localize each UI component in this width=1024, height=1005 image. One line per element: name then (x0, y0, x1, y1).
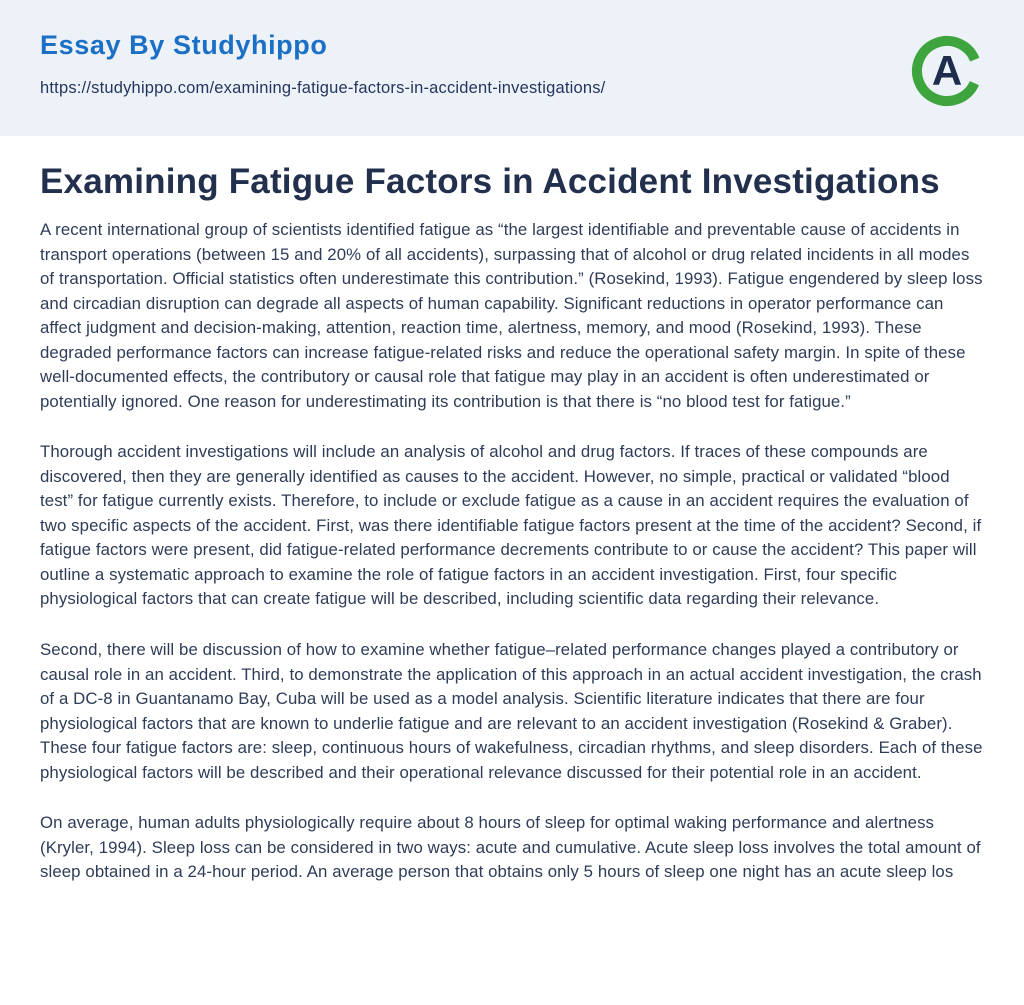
logo-letter: A (931, 47, 963, 94)
article-body (0, 136, 1024, 941)
studyhippo-logo-icon (910, 34, 984, 108)
brand-title: Essay By Studyhippo (40, 30, 328, 60)
page-header (0, 0, 1024, 136)
article-paragraph-1: A recent international group of scientists identified fatigue as “the largest identifiable and preventable cause of accidents in transport operations (between 15 and 20% of all accidents), surpassing that of alcohol or drug related incidents in all modes of transportation. Official statistics often underestimate this contribution.” (Rosekind, 1993). Fatigue engendered by sleep loss and circadian disruption can degrade all aspects of human capability. Significant reductions in operator performance can affect judgment and decision-making, attention, reaction time, alertness, memory, and mood (Rosekind, 1993). These degraded performance factors can increase fatigue-related risks and reduce the operational safety margin. In spite of these well-documented effects, the contributory or causal role that fatigue may play in an accident is often underestimated or potentially ignored. One reason for underestimating its contribution is that there is “no blood test for fatigue.” (40, 220, 983, 411)
header-text-block (40, 30, 605, 98)
article-paragraph-2: Thorough accident investigations will include an analysis of alcohol and drug factors. If traces of these compounds are discovered, then they are generally identified as causes to the accident. However, no simple, practical or validated “blood test” for fatigue currently exists. Therefore, to include or exclude fatigue as a cause in an accident requires the evaluation of two specific aspects of the accident. First, was there identifiable fatigue factors present at the time of the accident? Second, if fatigue factors were present, did fatigue-related performance decrements contribute to or cause the accident? This paper will outline a systematic approach to examine the role of fatigue factors in an accident investigation. First, four specific physiological factors that can create fatigue will be described, including scientific data regarding their relevance. (40, 442, 982, 609)
article-paragraph-3: Second, there will be discussion of how to examine whether fatigue–related performance changes played a contributory or causal role in an accident. Third, to demonstrate the application of this approach in an actual accident investigation, the crash of a DC-8 in Guantanamo Bay, Cuba will be used as a model analysis. Scientific literature indicates that there are four physiological factors that are known to underlie fatigue and are relevant to an accident investigation (Rosekind & Graber). These four fatigue factors are: sleep, continuous hours of wakefulness, circadian rhythms, and sleep disorders. Each of these physiological factors will be described and their operational relevance discussed for their potential role in an accident. (40, 639, 983, 782)
article-paragraph-4: On average, human adults physiologically require about 8 hours of sleep for optimal waking performance and alertness (Kryler, 1994). Sleep loss can be considered in two ways: acute and cumulative. Acute sleep loss involves the total amount of sleep obtained in a 24-hour period. An average person that obtains only 5 hours of sleep one night has an acute sleep los (40, 813, 981, 882)
article-title: Examining Fatigue Factors in Accident Investigations (40, 162, 940, 201)
source-url-link[interactable]: https://studyhippo.com/examining-fatigue-factors-in-accident-investigations/ (40, 79, 606, 97)
